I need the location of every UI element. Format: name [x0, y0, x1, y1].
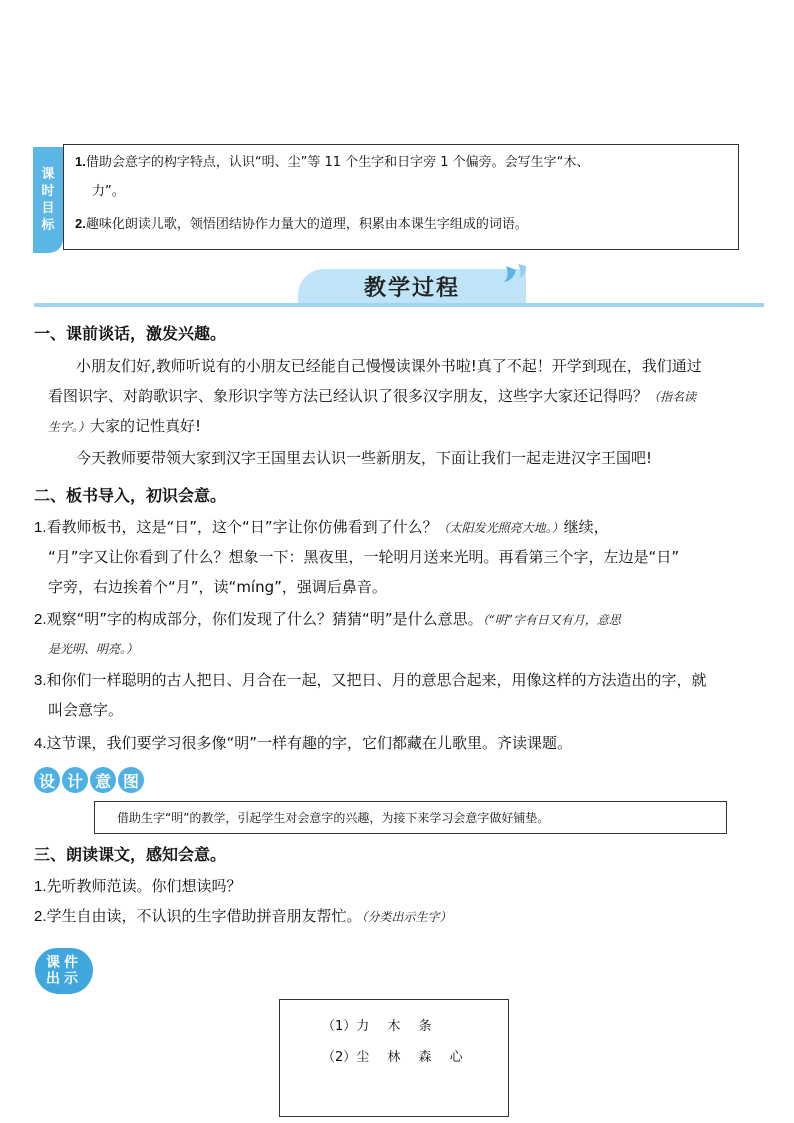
- s1-paragraph-1-line3: 生字。）大家的记性真好!: [48, 417, 202, 435]
- splash-icon: [500, 262, 530, 288]
- char-row-1: （1）力 木 条: [322, 1019, 432, 1034]
- s2-item-3-line2: 叫会意字。: [48, 701, 124, 719]
- objectives-tab: [33, 147, 63, 253]
- courseware-badge-line1: 课件: [46, 955, 82, 971]
- design-intent-text: 借助生字“明”的教学，引起学生对会意字的兴趣，为接下来学习会意字做好铺垫。: [117, 811, 550, 825]
- process-title: 教学过程: [363, 275, 460, 301]
- process-banner: [298, 269, 526, 303]
- s2-item-2-line1: 2.观察“明”字的构成部分，你们发现了什么？猜猜“明”是什么意思。（“明”字有日又有月，意思: [34, 610, 621, 628]
- s3-item-1: 1.先听教师范读。你们想读吗？: [34, 877, 242, 895]
- s2-item-1-line3: 字旁，右边挨着个“月”，读“míng”，强调后鼻音。: [48, 578, 387, 596]
- objectives-tab-char: 标: [41, 218, 55, 233]
- s2-item-1-line1: 1.看教师板书，这是“日”，这个“日”字让你仿佛看到了什么？（太阳发光照亮大地。）继续，: [34, 518, 609, 536]
- s1-paragraph-1-line1: 小朋友们好,教师听说有的小朋友已经能自己慢慢读课外书啦!真了不起！开学到现在，我们通过: [76, 357, 702, 375]
- s2-item-2-line2: 是光明、明亮。）: [48, 642, 139, 656]
- s1-paragraph-1-line2: 看图识字、对韵歌识字、象形识字等方法已经认识了很多汉字朋友，这些字大家还记得吗？（指名读: [48, 387, 697, 405]
- s2-item-3-line1: 3.和你们一样聪明的古人把日、月合在一起，又把日、月的意思合起来，用像这样的方法造出的字，就: [34, 671, 707, 689]
- design-intent-char: 意: [90, 767, 116, 793]
- s2-item-4-line1: 4.这节课，我们要学习很多像“明”一样有趣的字，它们都藏在儿歌里。齐读课题。: [34, 734, 573, 752]
- section-heading-2: 二、板书导入，初识会意。: [34, 486, 227, 505]
- section-heading-1: 一、课前谈话，激发兴趣。: [34, 324, 227, 343]
- design-intent-box: [94, 801, 727, 834]
- objectives-tab-char: 目: [41, 201, 55, 216]
- s3-item-2: 2.学生自由读，不认识的生字借助拼音朋友帮忙。（分类出示生字）: [34, 907, 452, 925]
- s1-paragraph-2: 今天教师要带领大家到汉字王国里去认识一些新朋友，下面让我们一起走进汉字王国吧!: [76, 449, 653, 467]
- s2-item-1-line2: “月”字又让你看到了什么？想象一下：黑夜里，一轮明月送来光明。再看第三个字，左边是“日”: [48, 548, 680, 566]
- section-heading-3: 三、朗读课文，感知会意。: [34, 845, 227, 864]
- design-intent-char: 设: [34, 767, 60, 793]
- objective-item-1: 1.借助会意字的构字特点，认识“明、尘”等 11 个生字和日字旁 1 个偏旁。会写生字“木、: [75, 154, 590, 170]
- banner-divider: [34, 303, 764, 307]
- design-intent-char: 图: [118, 767, 144, 793]
- objective-item-2: 2.趣味化朗读儿歌，领悟团结协作力量大的道理，积累由本课生字组成的词语。: [75, 216, 528, 232]
- courseware-badge-line2: 出示: [46, 971, 82, 987]
- objective-item-1-cont: 力”。: [92, 184, 125, 199]
- design-intent-char: 计: [62, 767, 88, 793]
- objectives-tab-char: 课: [41, 167, 55, 182]
- courseware-badge: [35, 948, 93, 994]
- objectives-tab-char: 时: [41, 184, 55, 199]
- char-row-2: （2）尘 林 森 心: [322, 1050, 463, 1065]
- design-intent-label: [34, 767, 144, 793]
